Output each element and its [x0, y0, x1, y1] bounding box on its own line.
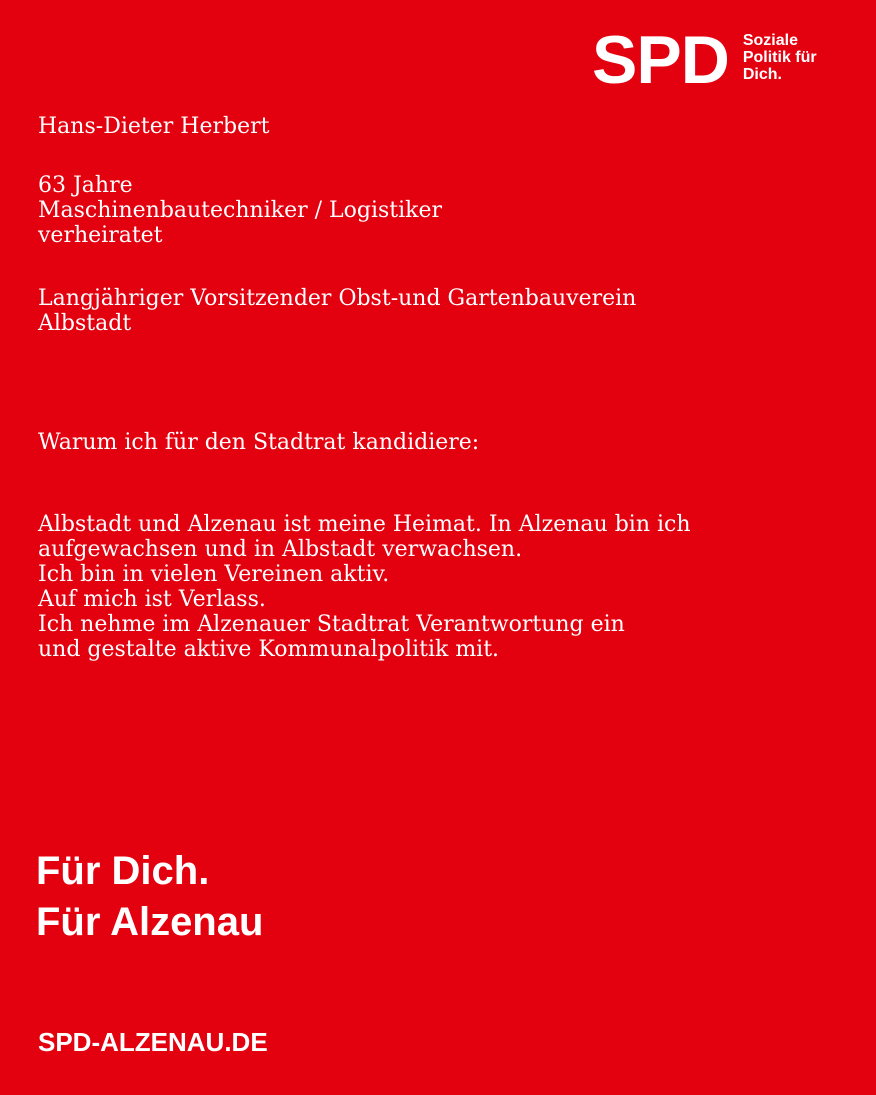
slogan-line: Für Dich.	[36, 849, 210, 893]
candidate-role-line: Langjähriger Vorsitzender Obst-und Gartenbauverein	[38, 286, 637, 311]
logo-claim-line: Soziale	[742, 32, 798, 49]
candidate-age: 63 Jahre	[38, 173, 133, 198]
slogan-line: Für Alzenau	[36, 900, 264, 944]
logo-claim-line: Dich.	[742, 66, 782, 83]
candidate-profession: Maschinenbautechniker / Logistiker	[38, 198, 443, 223]
spd-logo	[592, 22, 853, 98]
website-url: SPD-ALZENAU.DE	[38, 1027, 268, 1057]
motivation-heading: Warum ich für den Stadtrat kandidiere:	[38, 430, 480, 455]
logo-claim	[743, 32, 853, 83]
candidate-status: verheiratet	[38, 223, 163, 248]
logo-mark: SPD	[592, 22, 729, 98]
logo-claim-line: Politik für	[742, 49, 817, 66]
motivation-line: aufgewachsen und in Albstadt verwachsen.	[38, 537, 523, 562]
candidate-role	[38, 286, 636, 336]
motivation-line: Auf mich ist Verlass.	[38, 587, 266, 612]
motivation-line: Albstadt und Alzenau ist meine Heimat. In Alzenau bin ich	[38, 512, 691, 537]
candidate-details	[38, 173, 442, 248]
slogan	[36, 846, 263, 948]
motivation-line: und gestalte aktive Kommunalpolitik mit.	[38, 637, 500, 662]
candidate-name: Hans-Dieter Herbert	[38, 114, 270, 139]
motivation-line: Ich bin in vielen Vereinen aktiv.	[38, 562, 390, 587]
candidate-role-line: Albstadt	[38, 311, 132, 336]
motivation-text	[38, 512, 691, 662]
motivation-line: Ich nehme im Alzenauer Stadtrat Verantwortung ein	[38, 612, 625, 637]
